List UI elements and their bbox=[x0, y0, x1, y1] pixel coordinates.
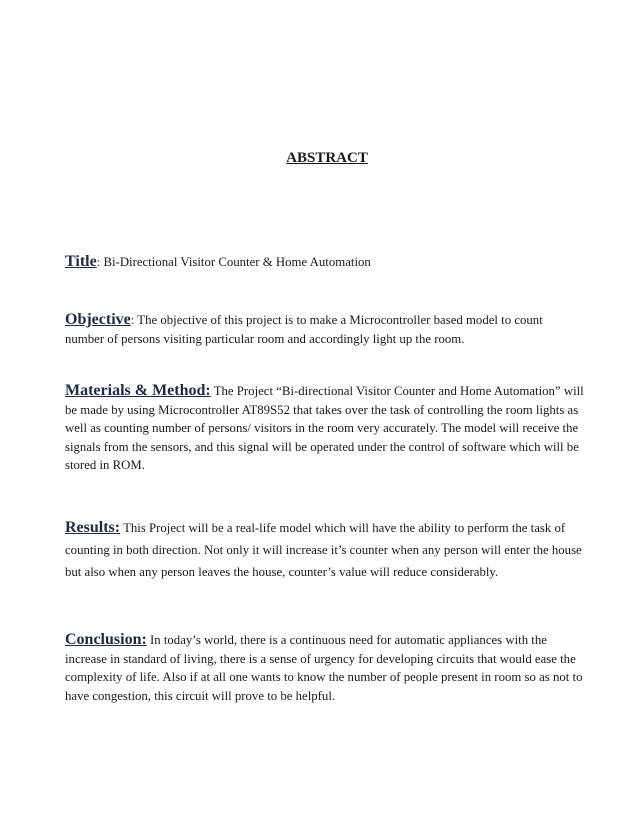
results-section bbox=[65, 517, 585, 583]
objective-section bbox=[65, 310, 585, 349]
results-text: This Project will be a real-life model which will have the ability to perform the task of counting in both direction. Not only it will increase it’s counter when any person will enter the house but also when any person leaves the house, counter’s value will reduce considerably. bbox=[65, 521, 582, 579]
title-colon: : bbox=[96, 255, 101, 269]
title-section bbox=[65, 252, 585, 272]
conclusion-label: Conclusion: bbox=[65, 631, 147, 648]
conclusion-section bbox=[65, 631, 585, 705]
results-label: Results: bbox=[65, 519, 121, 536]
objective-text: The objective of this project is to make a Microcontroller based model to count number of persons visiting particular room and accordingly light up the room. bbox=[65, 313, 543, 346]
title-label: Title bbox=[65, 253, 97, 270]
materials-section bbox=[65, 382, 585, 475]
title-text: Bi-Directional Visitor Counter & Home Automation bbox=[100, 255, 371, 269]
conclusion-text: In today’s world, there is a continuous need for automatic appliances with the increase in standard of living, there is a sense of urgency for developing circuits that would ease the complexity of life. Also if at all one wants to know the number of people present in room so as not to have congestion, this circuit will prove to be helpful. bbox=[65, 633, 583, 703]
abstract-heading-text: ABSTRACT bbox=[286, 150, 368, 166]
objective-colon: : bbox=[130, 313, 135, 327]
objective-label: Objective bbox=[65, 311, 131, 328]
materials-label: Materials & Method: bbox=[65, 382, 211, 399]
abstract-heading bbox=[0, 150, 638, 167]
materials-text: The Project “Bi-directional Visitor Counter and Home Automation” will be made by using Microcontroller AT89S52 that takes over the task of controlling the room lights as well as counting number of persons/ visitors in the room very accurately. The model will receive the signals from the sensors, and this signal will be operated under the control of software which will be stored in ROM. bbox=[65, 384, 584, 472]
